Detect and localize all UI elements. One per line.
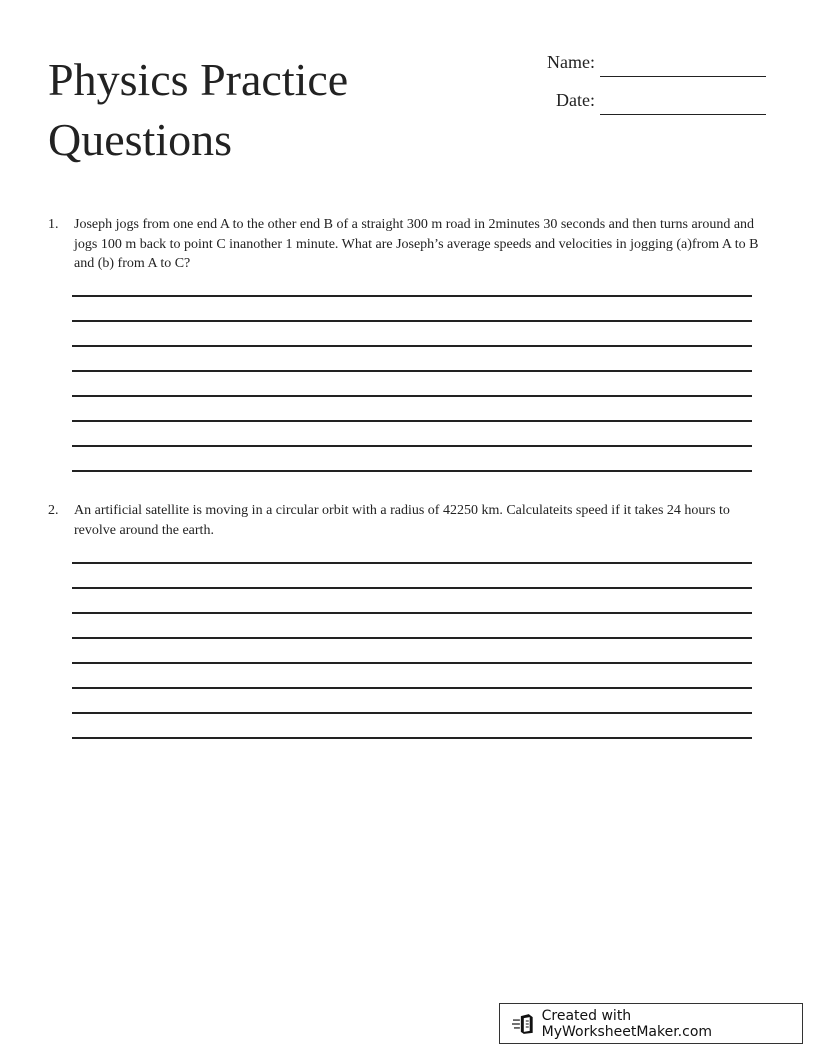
name-field	[0, 52, 816, 76]
answer-line[interactable]	[72, 687, 752, 689]
answer-line[interactable]	[72, 445, 752, 447]
question-2	[48, 501, 768, 540]
answer-line[interactable]	[72, 737, 752, 739]
answer-line[interactable]	[72, 637, 752, 639]
created-with-badge[interactable]	[499, 1003, 803, 1044]
answer-line[interactable]	[72, 587, 752, 589]
question-number: 2.	[48, 503, 59, 518]
question-1	[48, 215, 768, 274]
page-title: Physics Practice Questions	[48, 54, 349, 165]
answer-line[interactable]	[72, 420, 752, 422]
answer-line[interactable]	[72, 612, 752, 614]
worksheet-maker-logo-icon	[512, 1013, 536, 1035]
answer-line[interactable]	[72, 370, 752, 372]
answer-line[interactable]	[72, 395, 752, 397]
answer-line[interactable]	[72, 345, 752, 347]
date-field	[0, 90, 816, 114]
date-label: Date:	[556, 90, 595, 110]
answer-line[interactable]	[72, 562, 752, 564]
name-blank-line[interactable]	[600, 76, 766, 77]
answer-line[interactable]	[72, 320, 752, 322]
date-blank-line[interactable]	[600, 114, 766, 115]
question-text: An artificial satellite is moving in a circular orbit with a radius of 42250 km. Calculateits speed if it takes 24 hours to revolve around the earth.	[74, 503, 730, 538]
badge-text: Created with MyWorksheetMaker.com	[541, 1007, 713, 1040]
name-label: Name:	[547, 52, 595, 72]
answer-line[interactable]	[72, 470, 752, 472]
question-text: Joseph jogs from one end A to the other end B of a straight 300 m road in 2minutes 30 seconds and then turns around and jogs 100 m back to point C inanother 1 minute. What are Joseph’s average speeds and velocities in jogging (a)from A to B and (b) from A to C?	[74, 217, 759, 271]
question-number: 1.	[48, 217, 59, 232]
answer-line[interactable]	[72, 712, 752, 714]
answer-line[interactable]	[72, 295, 752, 297]
answer-line[interactable]	[72, 662, 752, 664]
